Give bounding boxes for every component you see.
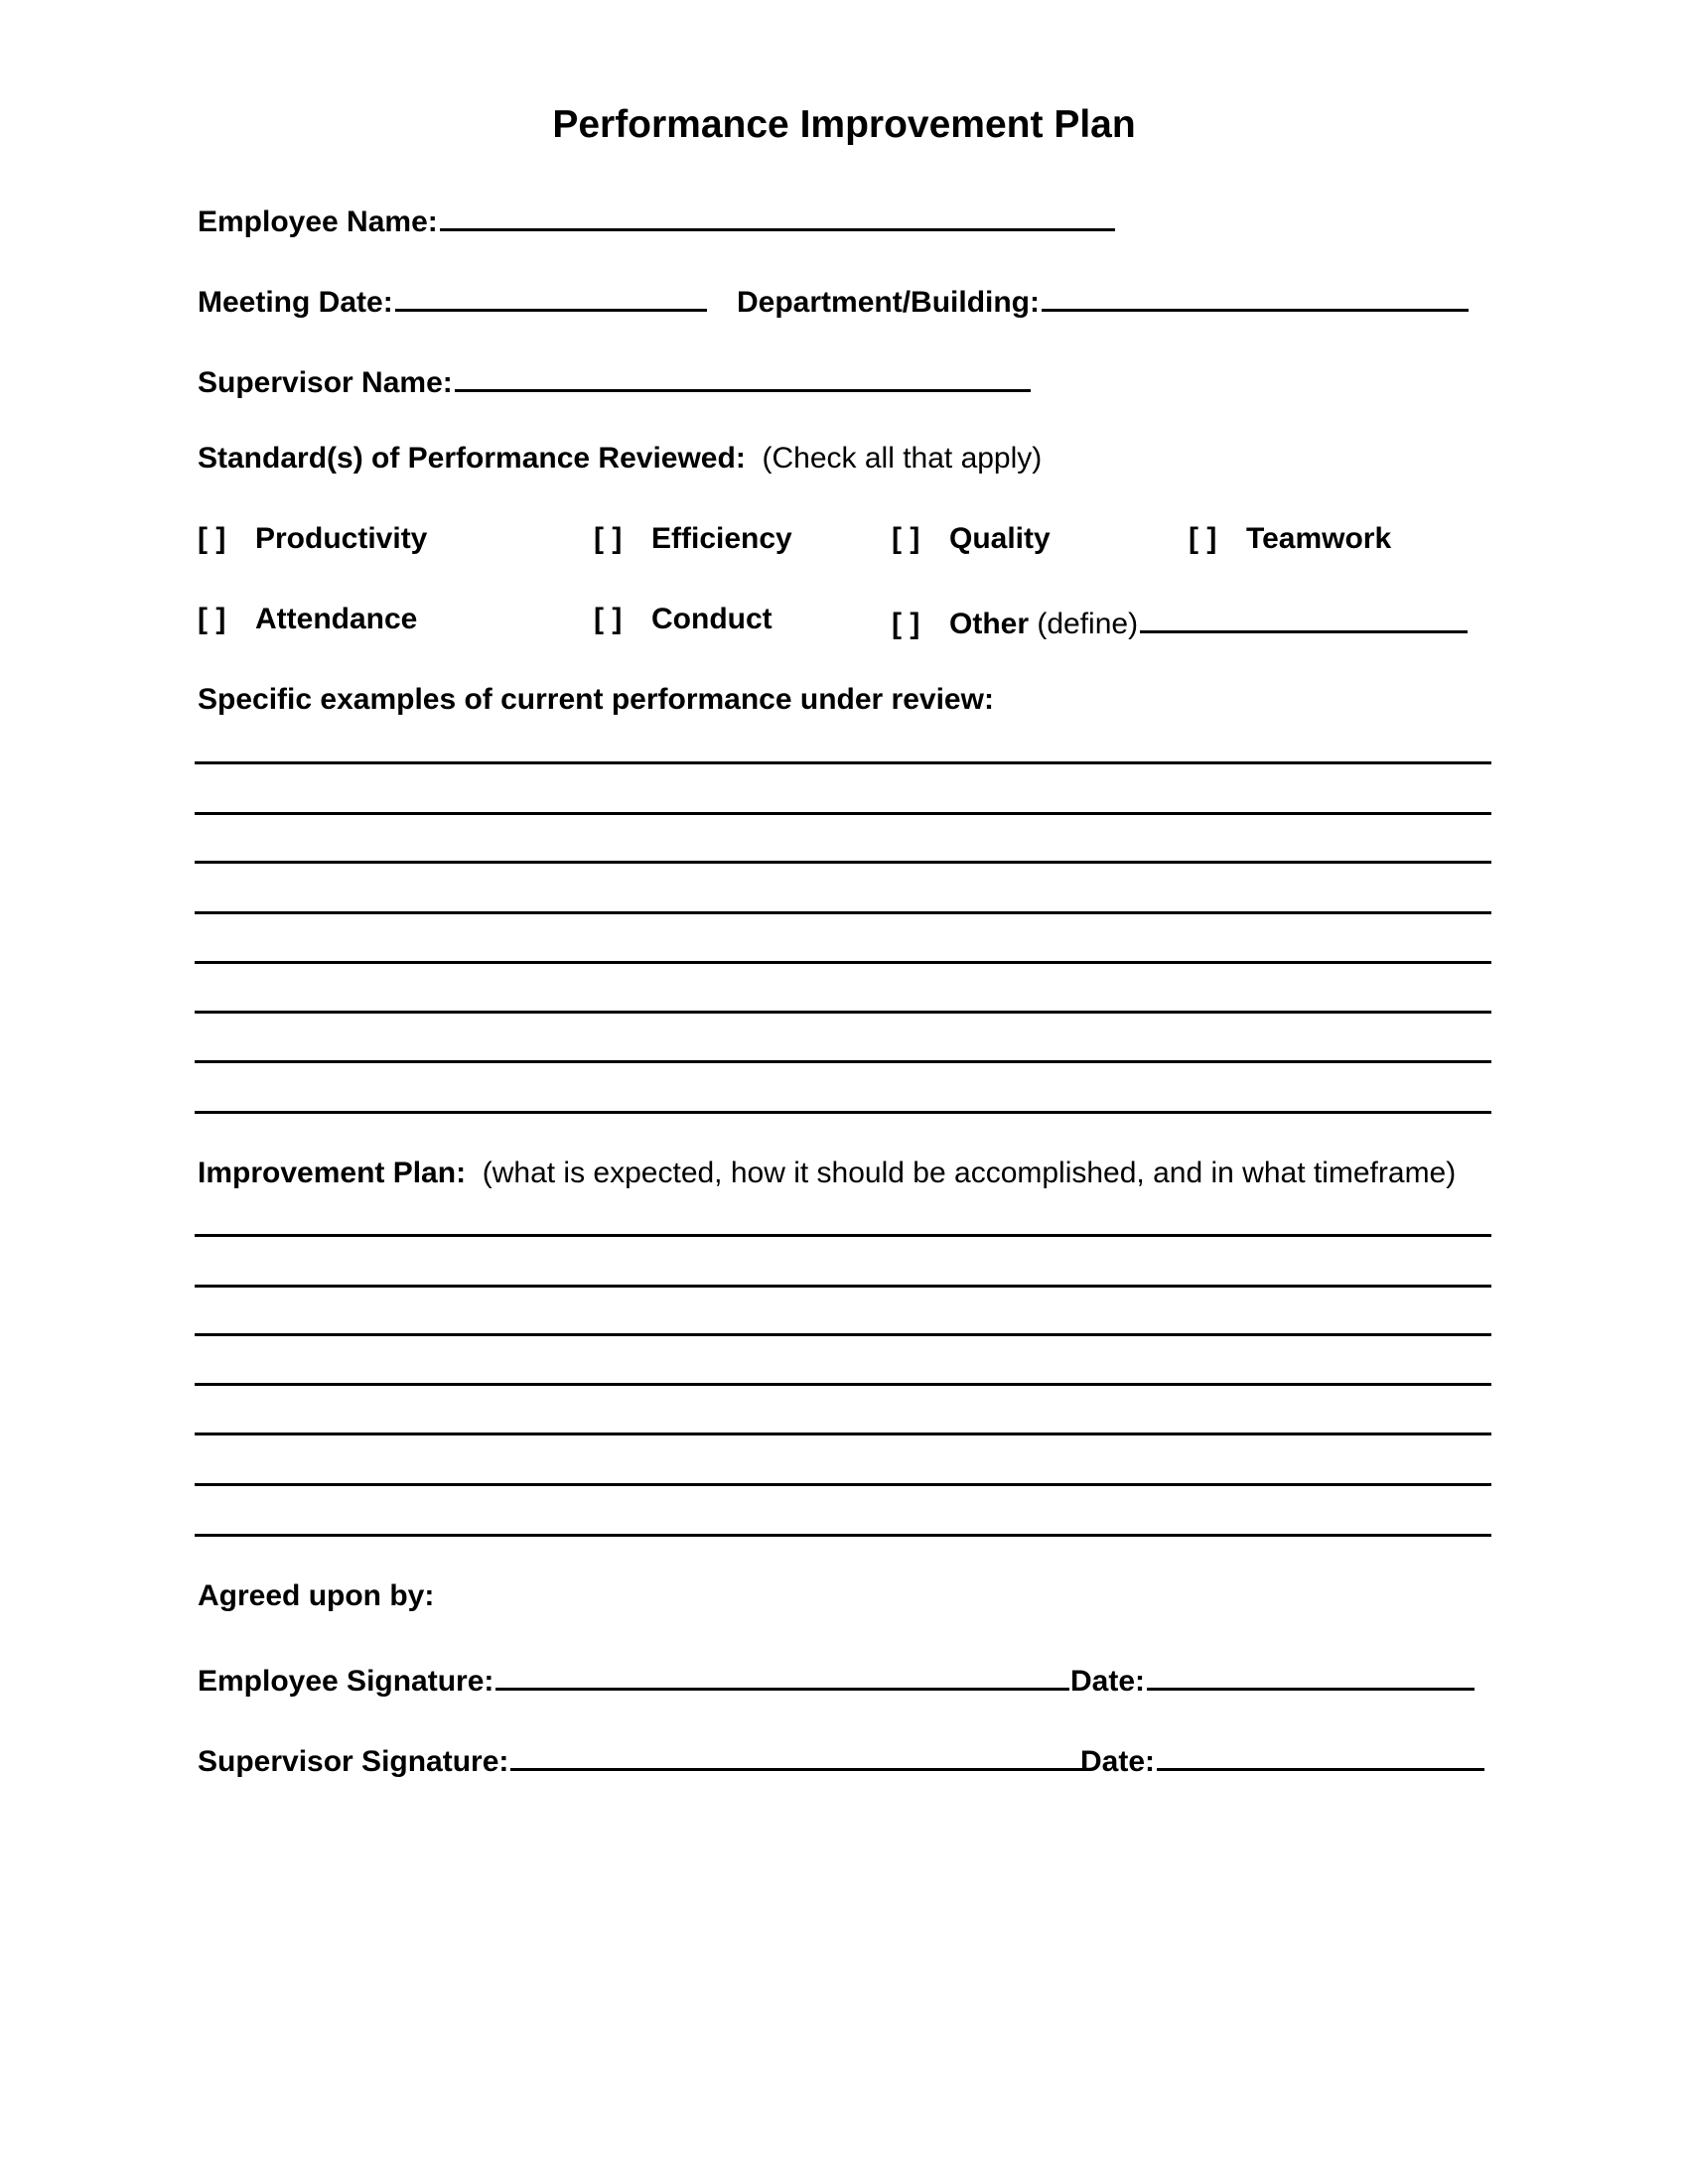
department-field[interactable] bbox=[1042, 283, 1469, 312]
supervisor-signature-field[interactable] bbox=[510, 1742, 1084, 1771]
supervisor-name-label: Supervisor Name: bbox=[198, 366, 453, 399]
checkbox-conduct[interactable] bbox=[594, 605, 773, 634]
improvement-line[interactable] bbox=[195, 1483, 1491, 1486]
checkbox-productivity[interactable] bbox=[198, 524, 427, 554]
employee-name-field[interactable] bbox=[440, 203, 1115, 231]
improvement-line[interactable] bbox=[195, 1433, 1491, 1435]
improvement-label: Improvement Plan: bbox=[198, 1157, 467, 1189]
employee-name-label: Employee Name: bbox=[198, 205, 438, 238]
checkbox-quality[interactable] bbox=[892, 524, 1051, 554]
improvement-row bbox=[198, 1159, 1456, 1188]
checkbox-mark: [ ] bbox=[1189, 522, 1217, 555]
agreed-label: Agreed upon by: bbox=[198, 1579, 435, 1612]
supervisor-date-row bbox=[1080, 1742, 1484, 1777]
supervisor-date-field[interactable] bbox=[1157, 1742, 1484, 1771]
supervisor-name-row bbox=[198, 363, 1031, 398]
checkbox-efficiency[interactable] bbox=[594, 524, 792, 554]
standards-row bbox=[198, 444, 1042, 474]
meeting-date-field[interactable] bbox=[395, 283, 707, 312]
examples-line[interactable] bbox=[195, 861, 1491, 864]
department-label: Department/Building: bbox=[737, 286, 1040, 319]
checkbox-mark: [ ] bbox=[594, 522, 623, 555]
supervisor-signature-row bbox=[198, 1742, 1084, 1777]
supervisor-date-label: Date: bbox=[1080, 1745, 1156, 1778]
examples-line[interactable] bbox=[195, 961, 1491, 964]
meeting-date-row bbox=[198, 283, 707, 318]
examples-line[interactable] bbox=[195, 1060, 1491, 1063]
employee-name-row bbox=[198, 203, 1115, 237]
checkbox-label-conduct: Conduct bbox=[651, 603, 773, 635]
examples-line[interactable] bbox=[195, 812, 1491, 815]
checkbox-teamwork[interactable] bbox=[1189, 524, 1391, 554]
employee-date-field[interactable] bbox=[1147, 1662, 1475, 1691]
supervisor-signature-label: Supervisor Signature: bbox=[198, 1745, 509, 1778]
checkbox-label-productivity: Productivity bbox=[255, 522, 428, 555]
checkbox-mark: [ ] bbox=[892, 608, 920, 640]
examples-line[interactable] bbox=[195, 761, 1491, 764]
checkbox-mark: [ ] bbox=[198, 603, 226, 635]
improvement-line[interactable] bbox=[195, 1383, 1491, 1386]
department-row bbox=[737, 283, 1469, 318]
improvement-line[interactable] bbox=[195, 1333, 1491, 1336]
improvement-line[interactable] bbox=[195, 1285, 1491, 1288]
checkbox-mark: [ ] bbox=[198, 522, 226, 555]
checkbox-other[interactable] bbox=[892, 605, 1468, 639]
checkbox-mark: [ ] bbox=[594, 603, 623, 635]
improvement-hint: (what is expected, how it should be accomplished, and in what timeframe) bbox=[482, 1157, 1457, 1189]
examples-label: Specific examples of current performance under review: bbox=[198, 683, 994, 716]
standards-label: Standard(s) of Performance Reviewed: bbox=[198, 442, 746, 475]
checkbox-label-quality: Quality bbox=[949, 522, 1051, 555]
standards-hint: (Check all that apply) bbox=[762, 442, 1043, 475]
examples-line[interactable] bbox=[195, 1111, 1491, 1114]
employee-date-label: Date: bbox=[1070, 1665, 1146, 1698]
supervisor-name-field[interactable] bbox=[455, 363, 1031, 392]
other-define-hint: (define) bbox=[1037, 608, 1139, 640]
examples-line[interactable] bbox=[195, 1011, 1491, 1014]
checkbox-mark: [ ] bbox=[892, 522, 920, 555]
employee-signature-label: Employee Signature: bbox=[198, 1665, 494, 1698]
employee-signature-row bbox=[198, 1662, 1069, 1697]
employee-date-row bbox=[1070, 1662, 1475, 1697]
checkbox-attendance[interactable] bbox=[198, 605, 417, 634]
employee-signature-field[interactable] bbox=[495, 1662, 1069, 1691]
checkbox-label-teamwork: Teamwork bbox=[1246, 522, 1392, 555]
meeting-date-label: Meeting Date: bbox=[198, 286, 393, 319]
checkbox-label-other: Other bbox=[949, 608, 1030, 640]
improvement-line[interactable] bbox=[195, 1534, 1491, 1537]
form-title: Performance Improvement Plan bbox=[552, 103, 1136, 146]
examples-line[interactable] bbox=[195, 911, 1491, 914]
checkbox-label-efficiency: Efficiency bbox=[651, 522, 792, 555]
other-define-field[interactable] bbox=[1140, 605, 1468, 633]
checkbox-label-attendance: Attendance bbox=[255, 603, 418, 635]
improvement-line[interactable] bbox=[195, 1234, 1491, 1237]
